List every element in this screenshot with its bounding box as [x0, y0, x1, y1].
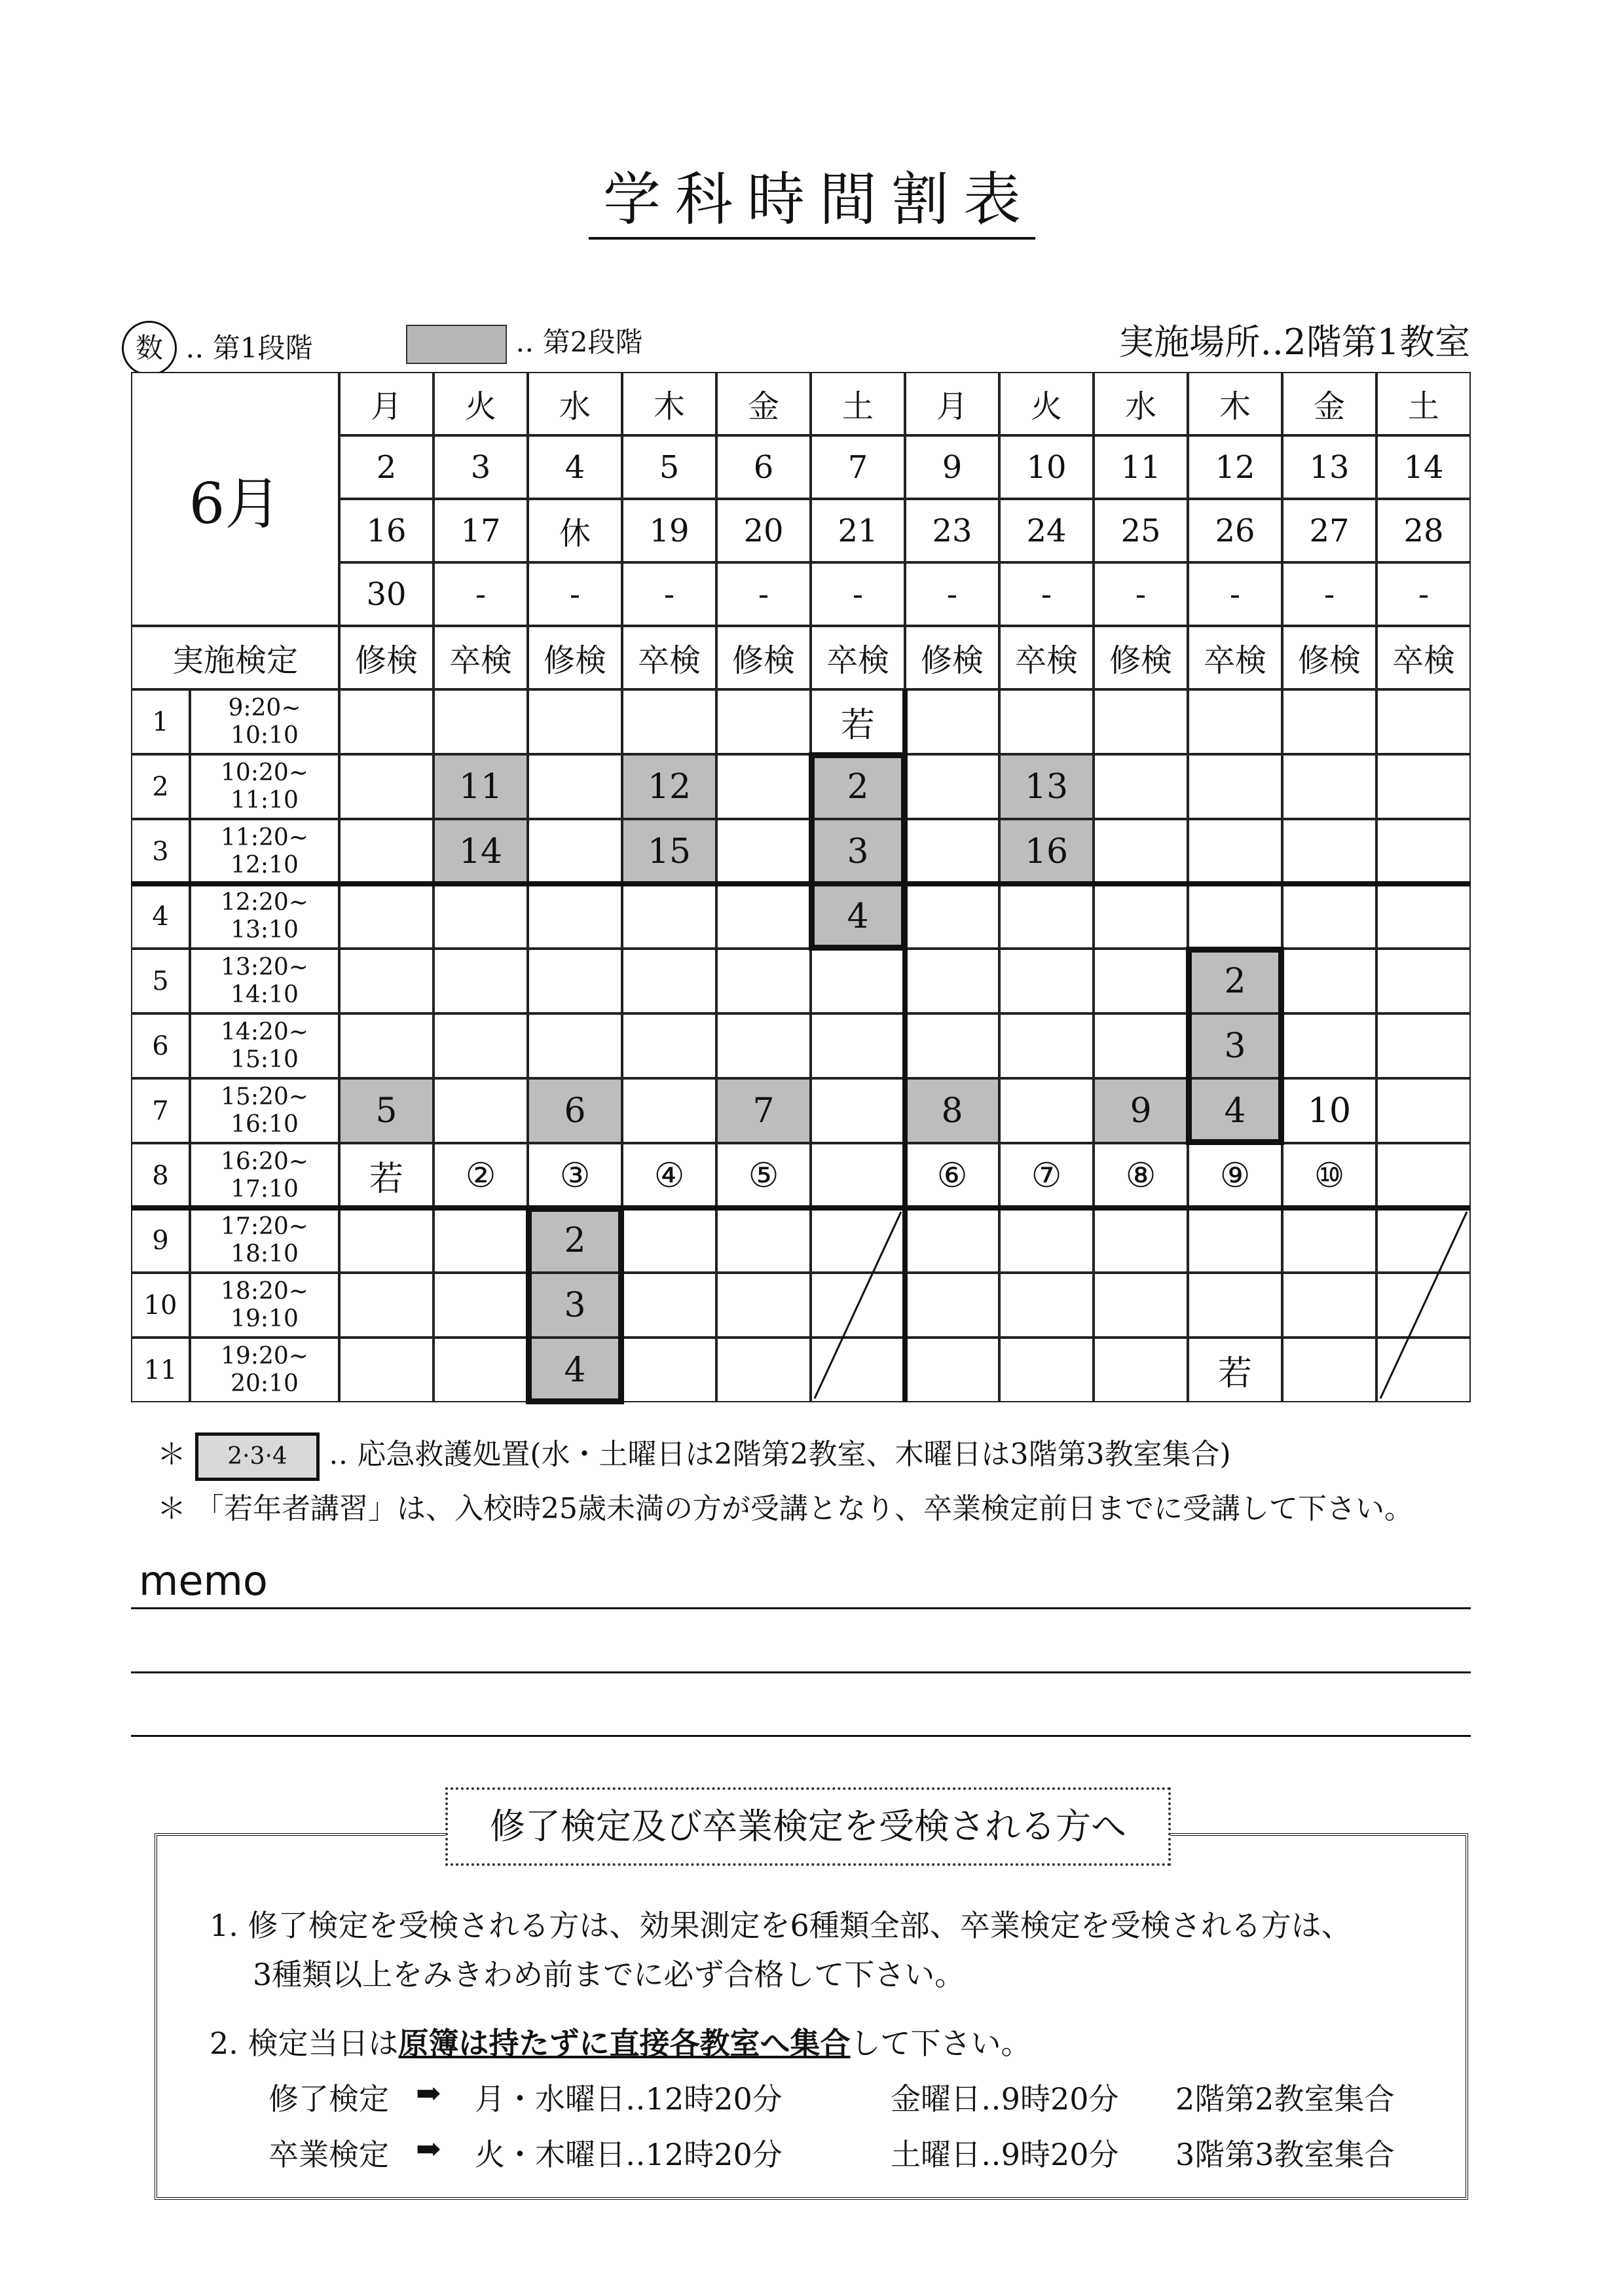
- schedule-cell: [1188, 819, 1282, 884]
- schedule-cell: [622, 1013, 716, 1078]
- date-cell: 30: [339, 562, 434, 626]
- weekday-header: 水: [528, 372, 622, 435]
- schedule-cell: [1094, 754, 1188, 819]
- date-cell: 3: [434, 435, 528, 499]
- date-cell: 19: [622, 499, 716, 562]
- schedule-cell: [999, 689, 1094, 754]
- schedule-cell: [339, 1273, 434, 1338]
- schedule-cell: [1376, 819, 1471, 884]
- schedule-cell: [999, 1013, 1094, 1078]
- period-end: 12:10: [231, 851, 299, 879]
- schedule-cell: [339, 754, 434, 819]
- date-cell: 17: [434, 499, 528, 562]
- schedule-cell: ⑥: [905, 1143, 999, 1208]
- schedule-cell: 2: [811, 754, 905, 819]
- note-young-driver: [157, 1485, 1413, 1527]
- schedule-cell: [905, 754, 999, 819]
- exam-type-cell: 卒検: [811, 626, 905, 689]
- schedule-cell: [905, 819, 999, 884]
- schedule-cell: [1282, 1208, 1376, 1273]
- note-box: 2·3·4: [195, 1432, 320, 1481]
- unavailable-slash: [1376, 1208, 1471, 1402]
- memo-line: [131, 1735, 1471, 1737]
- period-end: 19:10: [231, 1305, 299, 1332]
- schedule-cell: [999, 949, 1094, 1013]
- info-item2-pre: 2. 検定当日は: [210, 2026, 399, 2061]
- legend-stage2: [406, 321, 642, 364]
- schedule-cell: [1188, 884, 1282, 949]
- date-cell: 28: [1376, 499, 1471, 562]
- info-row2-room: 3階第3教室集合: [1175, 2137, 1395, 2172]
- schedule-cell: [528, 689, 622, 754]
- schedule-cell: [1282, 754, 1376, 819]
- schedule-cell: 4: [1188, 1078, 1282, 1143]
- date-cell: -: [999, 562, 1094, 626]
- info-row2-alt: 土曜日‥9時20分: [891, 2137, 1119, 2172]
- weekday-header: 土: [811, 372, 905, 435]
- date-cell: -: [434, 562, 528, 626]
- date-cell: 休: [528, 499, 622, 562]
- schedule-cell: [528, 884, 622, 949]
- schedule-cell: 16: [999, 819, 1094, 884]
- schedule-cell: [1094, 819, 1188, 884]
- info-row1-time: 月・水曜日‥12時20分: [475, 2081, 783, 2117]
- schedule-cell: [905, 1013, 999, 1078]
- date-cell: 27: [1282, 499, 1376, 562]
- exam-type-cell: 修検: [716, 626, 811, 689]
- period-number: 2: [131, 754, 190, 819]
- schedule-cell: [1188, 689, 1282, 754]
- weekday-header: 火: [434, 372, 528, 435]
- schedule-cell: 5: [339, 1078, 434, 1143]
- schedule-cell: [528, 819, 622, 884]
- date-cell: 20: [716, 499, 811, 562]
- date-cell: 16: [339, 499, 434, 562]
- period-end: 15:10: [231, 1046, 299, 1073]
- schedule-cell: [1094, 1208, 1188, 1273]
- period-end: 20:10: [231, 1370, 299, 1397]
- schedule-cell: [1376, 884, 1471, 949]
- schedule-cell: [716, 1273, 811, 1338]
- weekday-header: 金: [716, 372, 811, 435]
- schedule-cell: [999, 1338, 1094, 1402]
- schedule-cell: [1376, 1143, 1471, 1208]
- date-cell: 10: [999, 435, 1094, 499]
- period-number: 6: [131, 1013, 190, 1078]
- month-label: 6月: [131, 372, 339, 626]
- unavailable-slash: [811, 1208, 905, 1402]
- info-row1-room: 2階第2教室集合: [1175, 2081, 1395, 2117]
- schedule-cell: 11: [434, 754, 528, 819]
- schedule-cell: [339, 884, 434, 949]
- schedule-cell: ⑤: [716, 1143, 811, 1208]
- period-start: 18:20~: [221, 1277, 308, 1305]
- period-time: [190, 1273, 339, 1338]
- schedule-cell: [716, 1208, 811, 1273]
- info-item1-line2: 3種類以上をみきわめ前までに必ず合格して下さい。: [253, 1957, 965, 1992]
- schedule-cell: [434, 1338, 528, 1402]
- schedule-cell: [999, 884, 1094, 949]
- schedule-cell: [1094, 1273, 1188, 1338]
- period-end: 18:10: [231, 1240, 299, 1267]
- schedule-cell: [1376, 1013, 1471, 1078]
- date-cell: 4: [528, 435, 622, 499]
- period-number: 8: [131, 1143, 190, 1208]
- schedule-cell: [528, 754, 622, 819]
- schedule-cell: [434, 1273, 528, 1338]
- schedule-cell: [622, 949, 716, 1013]
- schedule-cell: [339, 949, 434, 1013]
- schedule-cell: [1376, 949, 1471, 1013]
- schedule-cell: [339, 689, 434, 754]
- schedule-cell: 15: [622, 819, 716, 884]
- schedule-cell: 9: [1094, 1078, 1188, 1143]
- exam-type-cell: 修検: [1094, 626, 1188, 689]
- schedule-cell: [1376, 689, 1471, 754]
- exam-label: 実施検定: [131, 626, 339, 689]
- note-second-text: 「若年者講習」は、入校時25歳未満の方が受講となり、卒業検定前日までに受講して下さい。: [195, 1492, 1413, 1525]
- date-cell: -: [716, 562, 811, 626]
- schedule-cell: [1282, 689, 1376, 754]
- schedule-cell: [811, 949, 905, 1013]
- schedule-cell: [528, 1013, 622, 1078]
- schedule-cell: [1188, 754, 1282, 819]
- weekday-header: 木: [622, 372, 716, 435]
- stage2-swatch: [406, 325, 507, 364]
- note-first-text: ‥ 応急救護処置(水・土曜日は2階第2教室、木曜日は3階第3教室集合): [329, 1438, 1231, 1471]
- schedule-cell: ⑦: [999, 1143, 1094, 1208]
- note-star: ＊: [157, 1438, 186, 1471]
- schedule-cell: [1376, 754, 1471, 819]
- schedule-cell: [1094, 1338, 1188, 1402]
- weekday-header: 月: [905, 372, 999, 435]
- schedule-cell: ②: [434, 1143, 528, 1208]
- schedule-cell: [434, 1013, 528, 1078]
- page-title: 学科時間割表: [0, 154, 1624, 236]
- schedule-cell: [1282, 1338, 1376, 1402]
- period-time: [190, 884, 339, 949]
- timetable: [131, 372, 1471, 1406]
- date-cell: -: [1188, 562, 1282, 626]
- period-number: 10: [131, 1273, 190, 1338]
- period-time: [190, 1013, 339, 1078]
- period-start: 19:20~: [221, 1342, 308, 1370]
- period-start: 12:20~: [221, 888, 308, 916]
- period-number: 3: [131, 819, 190, 884]
- date-cell: 11: [1094, 435, 1188, 499]
- memo-label: memo: [139, 1557, 268, 1605]
- period-number: 9: [131, 1208, 190, 1273]
- exam-type-cell: 卒検: [999, 626, 1094, 689]
- schedule-cell: [905, 949, 999, 1013]
- schedule-cell: [1094, 884, 1188, 949]
- weekday-header: 金: [1282, 372, 1376, 435]
- schedule-cell: 12: [622, 754, 716, 819]
- schedule-cell: 3: [811, 819, 905, 884]
- exam-type-cell: 卒検: [1376, 626, 1471, 689]
- schedule-cell: 13: [999, 754, 1094, 819]
- period-time: [190, 1143, 339, 1208]
- exam-type-cell: 修検: [905, 626, 999, 689]
- date-cell: 9: [905, 435, 999, 499]
- period-start: 11:20~: [221, 824, 308, 851]
- date-cell: 25: [1094, 499, 1188, 562]
- schedule-cell: [622, 1208, 716, 1273]
- schedule-cell: [1094, 689, 1188, 754]
- info-row2-time: 火・木曜日‥12時20分: [475, 2137, 783, 2172]
- schedule-cell: 6: [528, 1078, 622, 1143]
- exam-type-cell: 卒検: [622, 626, 716, 689]
- schedule-cell: 7: [716, 1078, 811, 1143]
- schedule-cell: ④: [622, 1143, 716, 1208]
- period-number: 11: [131, 1338, 190, 1402]
- period-time: [190, 1078, 339, 1143]
- date-cell: -: [1094, 562, 1188, 626]
- note-star: ＊: [157, 1492, 186, 1525]
- info-title: 修了検定及び卒業検定を受検される方へ: [445, 1787, 1171, 1866]
- period-start: 16:20~: [221, 1148, 308, 1175]
- note-first-aid: [157, 1430, 1231, 1481]
- schedule-cell: 3: [1188, 1013, 1282, 1078]
- schedule-cell: [716, 884, 811, 949]
- period-time: [190, 1208, 339, 1273]
- arrow-icon: ➡: [416, 2131, 441, 2166]
- period-time: [190, 689, 339, 754]
- schedule-cell: ⑩: [1282, 1143, 1376, 1208]
- weekday-header: 水: [1094, 372, 1188, 435]
- date-cell: 21: [811, 499, 905, 562]
- schedule-cell: [622, 1338, 716, 1402]
- period-time: [190, 754, 339, 819]
- exam-type-cell: 修検: [1282, 626, 1376, 689]
- date-cell: 6: [716, 435, 811, 499]
- schedule-cell: [434, 949, 528, 1013]
- schedule-cell: 若: [811, 689, 905, 754]
- schedule-cell: 14: [434, 819, 528, 884]
- schedule-cell: 3: [528, 1273, 622, 1338]
- schedule-cell: [1282, 949, 1376, 1013]
- schedule-cell: [1282, 1013, 1376, 1078]
- exam-type-cell: 修検: [339, 626, 434, 689]
- weekday-header: 土: [1376, 372, 1471, 435]
- info-item1-line1: 1. 修了検定を受検される方は、効果測定を6種類全部、卒業検定を受検される方は、: [210, 1908, 1352, 1943]
- info-item2-emphasis: 原簿は持たずに直接各教室へ集合: [398, 2026, 851, 2061]
- exam-type-cell: 卒検: [434, 626, 528, 689]
- schedule-cell: [811, 1013, 905, 1078]
- schedule-cell: [999, 1078, 1094, 1143]
- period-end: 13:10: [231, 916, 299, 943]
- schedule-cell: [434, 1078, 528, 1143]
- schedule-cell: [999, 1208, 1094, 1273]
- schedule-cell: [1282, 1273, 1376, 1338]
- period-end: 11:10: [231, 786, 299, 814]
- memo-line: [131, 1671, 1471, 1673]
- exam-type-cell: 卒検: [1188, 626, 1282, 689]
- legend-stage1: [122, 321, 312, 376]
- period-end: 17:10: [231, 1175, 299, 1203]
- schedule-cell: [905, 1338, 999, 1402]
- date-cell: 12: [1188, 435, 1282, 499]
- schedule-cell: [528, 949, 622, 1013]
- info-row2-label: 卒業検定: [268, 2137, 389, 2172]
- schedule-cell: [1188, 1273, 1282, 1338]
- stage2-label: ‥ 第2段階: [515, 326, 643, 358]
- schedule-cell: [1282, 819, 1376, 884]
- date-cell: -: [528, 562, 622, 626]
- date-cell: 23: [905, 499, 999, 562]
- memo-line: [131, 1607, 1471, 1609]
- schedule-cell: ③: [528, 1143, 622, 1208]
- schedule-cell: [811, 1143, 905, 1208]
- schedule-cell: [622, 1273, 716, 1338]
- date-cell: -: [811, 562, 905, 626]
- schedule-cell: 若: [1188, 1338, 1282, 1402]
- period-time: [190, 819, 339, 884]
- info-item2-post: して下さい。: [850, 2026, 1031, 2061]
- date-cell: 2: [339, 435, 434, 499]
- schedule-cell: [434, 1208, 528, 1273]
- schedule-cell: 8: [905, 1078, 999, 1143]
- schedule-cell: [339, 1208, 434, 1273]
- schedule-cell: [716, 1338, 811, 1402]
- period-time: [190, 949, 339, 1013]
- schedule-cell: 4: [528, 1338, 622, 1402]
- schedule-cell: [339, 819, 434, 884]
- period-number: 7: [131, 1078, 190, 1143]
- date-cell: 13: [1282, 435, 1376, 499]
- period-start: 10:20~: [221, 759, 308, 786]
- schedule-cell: [716, 754, 811, 819]
- schedule-cell: [811, 1078, 905, 1143]
- schedule-cell: [716, 1013, 811, 1078]
- date-cell: 5: [622, 435, 716, 499]
- schedule-cell: [905, 1273, 999, 1338]
- schedule-cell: [622, 689, 716, 754]
- schedule-cell: [434, 689, 528, 754]
- schedule-cell: [1094, 1013, 1188, 1078]
- period-number: 1: [131, 689, 190, 754]
- schedule-cell: [716, 689, 811, 754]
- weekday-header: 木: [1188, 372, 1282, 435]
- schedule-cell: [716, 949, 811, 1013]
- stage1-symbol: 数: [122, 321, 177, 376]
- date-cell: 24: [999, 499, 1094, 562]
- date-cell: -: [622, 562, 716, 626]
- schedule-cell: [1188, 1208, 1282, 1273]
- schedule-cell: [716, 819, 811, 884]
- schedule-cell: [339, 1338, 434, 1402]
- schedule-cell: [999, 1273, 1094, 1338]
- schedule-cell: [1376, 1078, 1471, 1143]
- schedule-cell: [1094, 949, 1188, 1013]
- exam-type-cell: 修検: [528, 626, 622, 689]
- period-end: 16:10: [231, 1110, 299, 1138]
- schedule-cell: [905, 1208, 999, 1273]
- schedule-cell: [622, 884, 716, 949]
- period-start: 14:20~: [221, 1018, 308, 1046]
- stage1-label: ‥ 第1段階: [185, 332, 313, 364]
- weekday-header: 火: [999, 372, 1094, 435]
- period-time: [190, 1338, 339, 1402]
- schedule-cell: 10: [1282, 1078, 1376, 1143]
- date-cell: 7: [811, 435, 905, 499]
- schedule-cell: [905, 689, 999, 754]
- schedule-cell: 4: [811, 884, 905, 949]
- separator-line: [131, 881, 1471, 886]
- date-cell: -: [1376, 562, 1471, 626]
- schedule-cell: 2: [528, 1208, 622, 1273]
- period-end: 14:10: [231, 981, 299, 1008]
- schedule-cell: [622, 1078, 716, 1143]
- date-cell: -: [1282, 562, 1376, 626]
- schedule-cell: 2: [1188, 949, 1282, 1013]
- venue: 実施場所‥2階第1教室: [1118, 321, 1470, 363]
- separator-line: [131, 1205, 1471, 1211]
- info-row1-alt: 金曜日‥9時20分: [891, 2081, 1119, 2117]
- date-cell: 26: [1188, 499, 1282, 562]
- schedule-cell: 若: [339, 1143, 434, 1208]
- period-number: 4: [131, 884, 190, 949]
- schedule-cell: [434, 884, 528, 949]
- schedule-cell: [905, 884, 999, 949]
- info-item2: [210, 2020, 1031, 2063]
- period-number: 5: [131, 949, 190, 1013]
- period-start: 13:20~: [221, 953, 308, 981]
- period-start: 9:20~: [228, 694, 301, 721]
- period-start: 15:20~: [221, 1083, 308, 1110]
- date-cell: -: [905, 562, 999, 626]
- info-row1-label: 修了検定: [268, 2081, 389, 2117]
- schedule-cell: [1282, 884, 1376, 949]
- schedule-cell: [339, 1013, 434, 1078]
- schedule-cell: ⑨: [1188, 1143, 1282, 1208]
- arrow-icon: ➡: [416, 2075, 441, 2111]
- period-end: 10:10: [231, 721, 299, 749]
- date-cell: 14: [1376, 435, 1471, 499]
- weekday-header: 月: [339, 372, 434, 435]
- period-start: 17:20~: [221, 1212, 308, 1240]
- schedule-cell: ⑧: [1094, 1143, 1188, 1208]
